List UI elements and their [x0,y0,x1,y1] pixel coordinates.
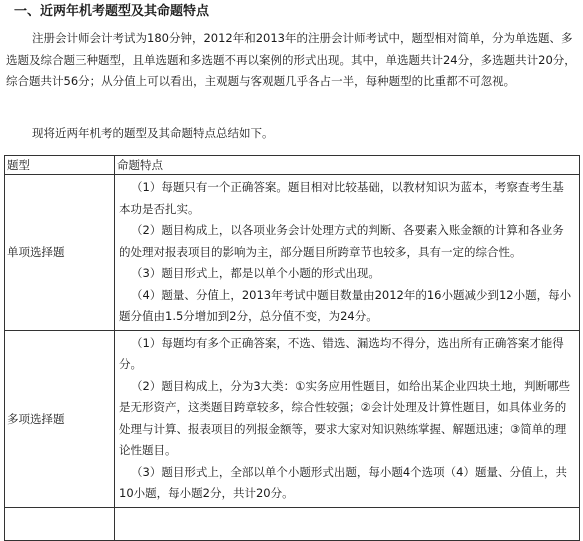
question-type-table [4,155,580,541]
feature-point: （3）题目形式上，全部以单个小题形式出题，每小题4个选项（4）题量、分值上，共10小题，每小题2分，共计20分。 [119,464,567,500]
table-header-row [5,156,580,175]
table-row-partial [5,507,580,540]
header-question-type: 题型 [5,156,115,175]
question-type-cell: 单项选择题 [5,175,115,331]
feature-point: （4）题量、分值上，2013年考试中题目数量由2012年的16小题减少到12小题，每小题分值由1.5分增加到2分，总分值不变，为24分。 [119,287,572,323]
header-features: 命题特点 [115,156,580,175]
question-type-cell: 多项选择题 [5,330,115,507]
features-cell [115,330,580,507]
feature-point: （2）题目构成上，以各项业务会计处理方式的判断、各要素入账金额的计算和各业务的处理对报表项目的影响为主，部分题目所跨章节也较多，具有一定的综合性。 [119,223,564,259]
section-heading: 一、近两年机考题型及其命题特点 [14,4,210,19]
lead-sentence: 现将近两年机考的题型及其命题特点总结如下。 [32,126,274,140]
feature-point: （1）每题均有多个正确答案，不选、错选、漏选均不得分，选出所有正确答案才能得分。 [119,335,564,371]
feature-point: （1）每题只有一个正确答案。题目相对比较基础，以教材知识为蓝本，考察查考生基本功是否扎实。 [119,180,564,216]
features-cell [115,175,580,331]
feature-point: （2）题目构成上，分为3大类：①实务应用性题目，如给出某企业四块土地，判断哪些是无形资产，这类题目跨章较多，综合性较强；②会计处理及计算性题目，如具体业务的处理与计算、报表项目的列报金额等，要求大家对知识熟练掌握、解题迅速；③简单的理论性题目。 [119,378,570,457]
intro-paragraph: 注册会计师会计考试为180分钟，2012年和2013年的注册会计师考试中，题型相对简单，分为单选题、多选题及综合题三种题型，且单选题和多选题不再以案例的形式出现。其中，单选题共计24分，多选题共计20分，综合题共计56分；从分值上可以看出，主观题与客观题几乎各占一半，每种题型的比重都不可忽视。 [6,31,576,88]
feature-point: （3）题目形式上，都是以单个小题的形式出现。 [131,266,380,280]
features-cell [115,507,580,540]
table-row-single-choice [5,175,580,331]
table-row-multiple-choice [5,330,580,507]
question-type-cell [5,507,115,540]
